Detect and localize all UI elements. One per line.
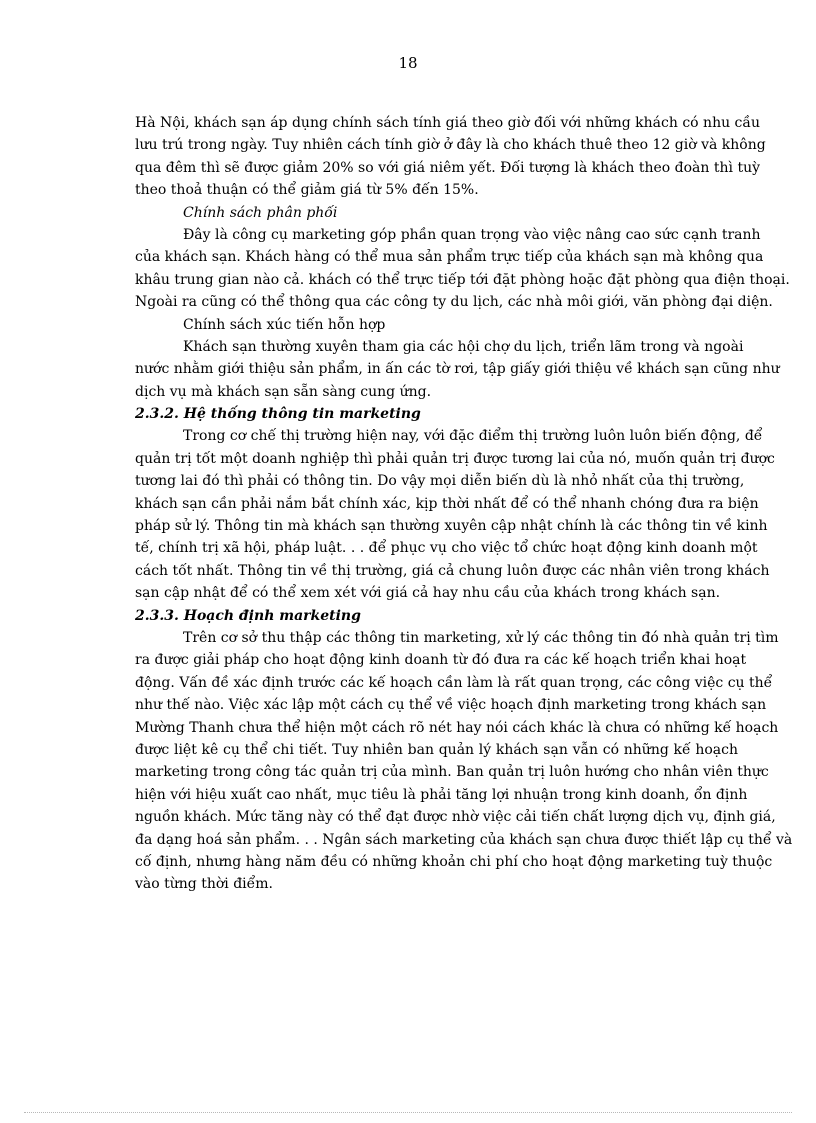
text-line: Ngoài ra cũng có thể thông qua các công ty du lịch, các nhà môi giới, văn phòng đại diện. xyxy=(135,294,773,311)
text-line: cố định, nhưng hàng năm đều có những khoản chi phí cho hoạt động marketing tuỳ thuộc xyxy=(135,853,773,870)
text-line: được liệt kê cụ thể chi tiết. Tuy nhiên ban quản lý khách sạn vẫn có những kế hoạch xyxy=(135,741,738,758)
text-line: lưu trú trong ngày. Tuy nhiên cách tính giờ ở đây là cho khách thuê theo 12 giờ và không xyxy=(135,137,766,154)
text-line: Mường Thanh chưa thể hiện một cách rõ nét hay nói cách khác là chưa có những kế hoạch xyxy=(135,719,779,736)
text-line: Chính sách phân phối xyxy=(183,204,338,221)
text-line: quản trị tốt một doanh nghiệp thì phải quản trị được tương lai của nó, muốn quản trị được xyxy=(135,450,775,467)
text-line: của khách sạn. Khách hàng có thể mua sản phẩm trực tiếp của khách sạn mà không qua xyxy=(135,249,764,266)
text-line: qua đêm thì sẽ được giảm 20% so với giá niêm yết. Đối tượng là khách theo đoàn thì tuỳ xyxy=(135,159,760,176)
text-line: khách sạn cần phải nắm bắt chính xác, kịp thời nhất để có thể nhanh chóng đưa ra biện xyxy=(135,495,759,512)
text-line: theo thoả thuận có thể giảm giá từ 5% đến 15%. xyxy=(135,182,479,199)
text-line: vào từng thời điểm. xyxy=(135,876,273,893)
text-line: khâu trung gian nào cả. khách có thể trực tiếp tới đặt phòng hoặc đặt phòng qua điện thoại. xyxy=(135,271,790,288)
page-number: 18 xyxy=(398,54,418,72)
text-line: Hà Nội, khách sạn áp dụng chính sách tính giá theo giờ đối với những khách có nhu cầu xyxy=(135,115,760,131)
text-line: tế, chính trị xã hội, pháp luật. . . để phục vụ cho việc tổ chức hoạt động kinh doanh một xyxy=(135,540,758,557)
text-line: Chính sách xúc tiến hỗn hợp xyxy=(183,316,386,333)
section-heading: 2.3.3. Hoạch định marketing xyxy=(135,607,361,624)
text-line: pháp sử lý. Thông tin mà khách sạn thường xuyên cập nhật chính là các thông tin về kinh xyxy=(135,518,768,535)
section-heading: 2.3.2. Hệ thống thông tin marketing xyxy=(135,406,421,423)
text-line: Trong cơ chế thị trường hiện nay, với đặc điểm thị trường luôn luôn biến động, để xyxy=(183,428,763,445)
text-line: cách tốt nhất. Thông tin về thị trường, giá cả chung luôn được các nhân viên trong khách xyxy=(135,562,770,579)
text-line: như thế nào. Việc xác lập một cách cụ thể về việc hoạch định marketing trong khách sạn xyxy=(135,697,767,714)
text-line: tương lai đó thì phải có thông tin. Do vậy mọi diễn biến dù là nhỏ nhất của thị trường, xyxy=(135,473,745,490)
text-line: Trên cơ sở thu thập các thông tin marketing, xử lý các thông tin đó nhà quản trị tìm xyxy=(183,629,779,646)
text-line: Đây là công cụ marketing góp phần quan trọng vào việc nâng cao sức cạnh tranh xyxy=(183,226,761,243)
page-bottom-divider xyxy=(24,1112,792,1113)
text-line: hiện với hiệu xuất cao nhất, mục tiêu là phải tăng lợi nhuận trong kinh doanh, ổn định xyxy=(135,786,748,803)
text-line: dịch vụ mà khách sạn sẵn sàng cung ứng. xyxy=(135,383,432,400)
text-line: nước nhằm giới thiệu sản phẩm, in ấn các tờ rơi, tập giấy giới thiệu về khách sạn cũng như xyxy=(135,361,780,378)
document-body xyxy=(135,112,793,896)
text-line: đa dạng hoá sản phẩm. . . Ngân sách marketing của khách sạn chưa được thiết lập cụ thể và xyxy=(135,831,793,848)
text-line: sạn cập nhật để có thể xem xét với giá cả hay nhu cầu của khách trong khách sạn. xyxy=(135,585,721,602)
text-line: nguồn khách. Mức tăng này có thể đạt được nhờ việc cải tiến chất lượng dịch vụ, định giá, xyxy=(135,809,776,826)
text-line: ra được giải pháp cho hoạt động kinh doanh từ đó đưa ra các kế hoạch triển khai hoạt xyxy=(135,652,747,669)
text-line: Khách sạn thường xuyên tham gia các hội chợ du lịch, triển lãm trong và ngoài xyxy=(183,338,744,355)
text-line: động. Vấn đề xác định trước các kế hoạch cần làm là rất quan trọng, các công việc cụ thể xyxy=(135,674,773,691)
text-line: marketing trong công tác quản trị của mình. Ban quản trị luôn hướng cho nhân viên thực xyxy=(135,764,769,781)
